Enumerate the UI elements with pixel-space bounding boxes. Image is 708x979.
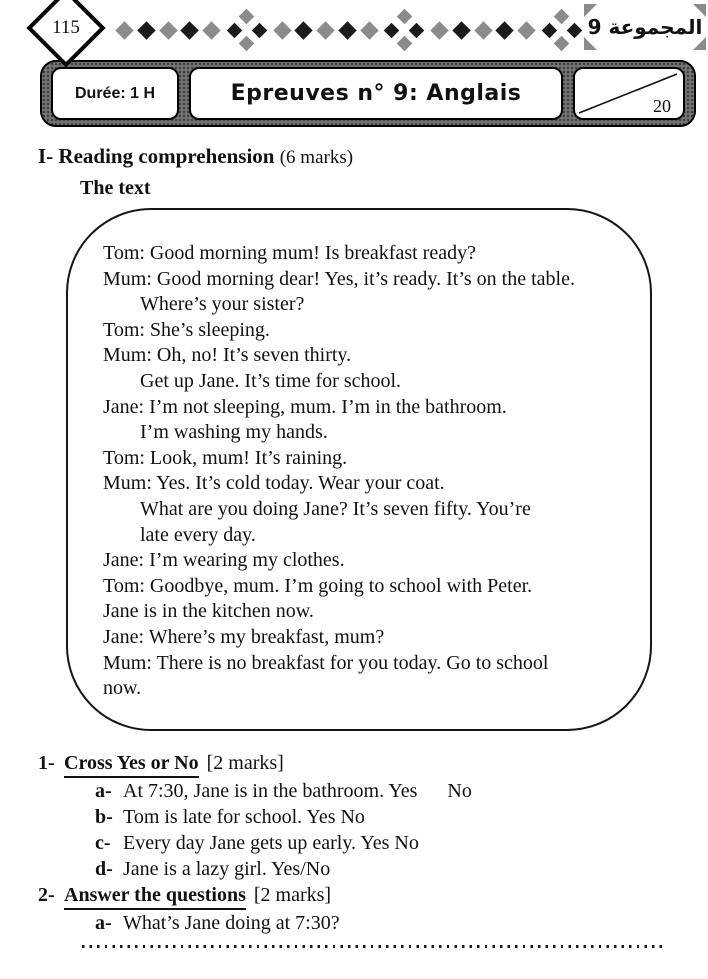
diamond-icon <box>384 22 400 38</box>
diamond-icon <box>295 21 313 39</box>
dialogue-line: Tom: She’s sleeping. <box>103 318 270 341</box>
dialogue-line: Mum: There is no breakfast for you today. Go to school <box>103 651 549 674</box>
section-heading <box>38 143 708 171</box>
diamond-icon <box>360 21 378 39</box>
question-item <box>95 830 708 856</box>
question-marks: [2 marks] <box>253 883 332 906</box>
question-item <box>95 778 708 804</box>
dialogue-line: Jane: Where’s my breakfast, mum? <box>103 625 385 648</box>
duration-box <box>51 67 179 120</box>
diamond-icon <box>251 22 267 38</box>
diamond-icon <box>409 22 425 38</box>
question-title: Cross Yes or No <box>64 750 199 778</box>
diamond-ornament-row <box>118 21 582 39</box>
diamond-icon <box>474 21 492 39</box>
ornament-row <box>0 0 708 58</box>
exam-title: Epreuves n° 9: Anglais <box>230 81 522 106</box>
diamond-icon <box>452 21 470 39</box>
question-item-letter: d- <box>95 857 113 880</box>
answer-dotted-line <box>82 945 664 948</box>
exam-title-box <box>189 67 563 120</box>
duration-label: Durée: 1 H <box>74 84 156 102</box>
section-heading-marks: (6 marks) <box>279 147 354 168</box>
diamond-icon <box>159 21 177 39</box>
question-item <box>95 856 708 882</box>
question-item-letter: c- <box>95 831 111 854</box>
section-heading-title: I- Reading comprehension <box>38 144 275 168</box>
diamond-icon <box>496 21 514 39</box>
diamond-icon <box>316 21 334 39</box>
question-item-text: Every day Jane gets up early. Yes No <box>123 831 419 854</box>
diamond-cluster-icon <box>542 10 582 50</box>
group-label-arabic <box>584 4 706 50</box>
dialogue-box <box>66 208 652 731</box>
score-box <box>573 67 685 120</box>
question-group-header <box>38 882 708 910</box>
dialogue-line: late every day. <box>140 523 256 546</box>
dialogue-line: now. <box>103 677 142 700</box>
dialogue-line: Mum: Oh, no! It’s seven thirty. <box>103 344 352 367</box>
dialogue-line: What are you doing Jane? It’s seven fifty. You’re <box>140 497 531 520</box>
diamond-icon <box>137 21 155 39</box>
diamond-icon <box>239 9 255 25</box>
diamond-icon <box>181 21 199 39</box>
diamond-cluster-icon <box>384 10 424 50</box>
question-item <box>95 910 708 936</box>
group-label-text: المجموعة 9 <box>587 15 703 39</box>
dialogue-line: Tom: Look, mum! It’s raining. <box>103 446 348 469</box>
diamond-icon <box>239 36 255 52</box>
question-number: 1- <box>38 751 55 774</box>
dialogue-line: Jane: I’m wearing my clothes. <box>103 549 345 572</box>
question-marks: [2 marks] <box>206 751 284 774</box>
diamond-icon <box>338 21 356 39</box>
question-number: 2- <box>38 883 55 906</box>
dialogue-line: Jane: I’m not sleeping, mum. I’m in the bathroom. <box>103 395 507 418</box>
exam-header-bar <box>40 60 696 127</box>
dialogue-line: Tom: Goodbye, mum. I’m going to school with Peter. <box>103 574 533 597</box>
dialogue-line: I’m washing my hands. <box>140 421 328 444</box>
questions-section <box>38 750 708 936</box>
question-item-letter: a- <box>95 911 112 934</box>
diamond-cluster-icon <box>227 10 267 50</box>
page-number-badge <box>26 0 105 68</box>
dialogue-line: Tom: Good morning mum! Is breakfast ready? <box>103 242 476 264</box>
diamond-icon <box>554 36 570 52</box>
diamond-icon <box>226 22 242 38</box>
diamond-icon <box>396 36 412 52</box>
diamond-icon <box>541 22 557 38</box>
question-item <box>95 804 708 830</box>
question-item-letter: b- <box>95 805 113 828</box>
diamond-icon <box>554 9 570 25</box>
question-group-header <box>38 750 708 778</box>
question-title: Answer the questions <box>64 882 246 910</box>
diamond-icon <box>273 21 291 39</box>
question-item-text: At 7:30, Jane is in the bathroom. Yes No <box>123 779 472 802</box>
dialogue-line: Jane is in the kitchen now. <box>103 600 314 623</box>
diamond-icon <box>202 21 220 39</box>
dialogue-line: Get up Jane. It’s time for school. <box>140 369 402 392</box>
diamond-icon <box>430 21 448 39</box>
text-subheading: The text <box>80 177 151 199</box>
question-item-text: Jane is a lazy girl. Yes/No <box>123 857 331 880</box>
question-item-text: What’s Jane doing at 7:30? <box>123 911 340 934</box>
dialogue-line: Mum: Yes. It’s cold today. Wear your coat. <box>103 472 445 495</box>
dialogue-line: Where’s your sister? <box>140 293 305 316</box>
question-item-letter: a- <box>95 779 112 802</box>
question-item-text: Tom is late for school. Yes No <box>123 805 365 828</box>
diamond-icon <box>396 9 412 25</box>
dialogue-line: Mum: Good morning dear! Yes, it’s ready. It’s on the table. <box>103 267 575 290</box>
diamond-icon <box>517 21 535 39</box>
diamond-icon <box>566 22 582 38</box>
page-number: 115 <box>52 17 80 38</box>
diamond-icon <box>115 21 133 39</box>
score-total: 20 <box>653 96 671 116</box>
